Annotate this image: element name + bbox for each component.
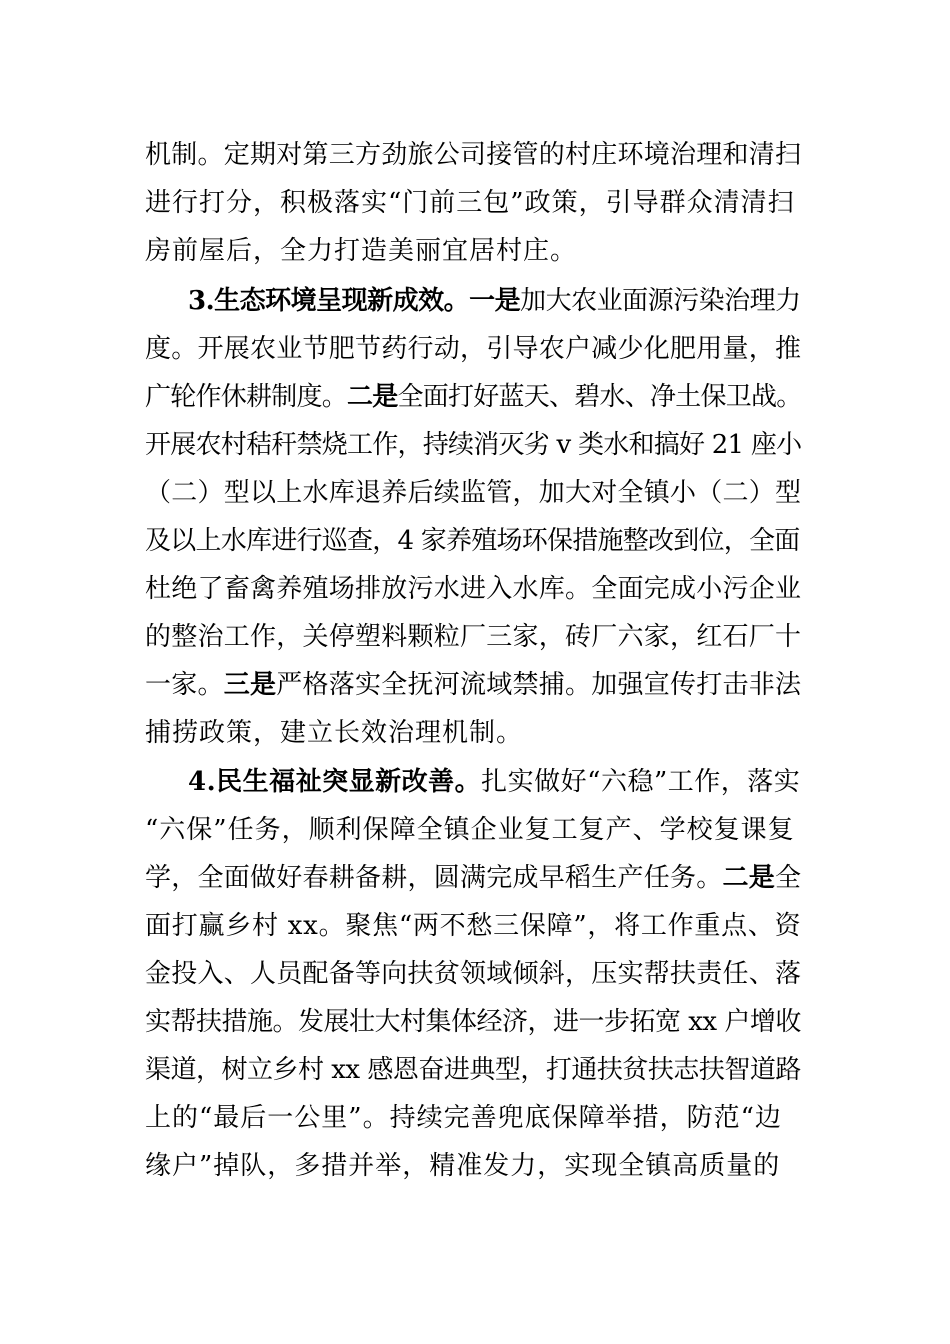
- text-run: 实帮扶措施。发展壮大村集体经济，进一步拓宽 xx 户增收: [145, 1007, 801, 1037]
- text-run: 全: [775, 863, 802, 893]
- text-line: [145, 475, 805, 511]
- text-line: [145, 715, 805, 751]
- text-line: [188, 764, 805, 800]
- text-line: [145, 812, 805, 848]
- text-line: [145, 619, 805, 655]
- bold-text-run: 4.民生福祉突显新改善。: [188, 767, 482, 797]
- text-line: [145, 137, 805, 173]
- text-run: 开展农村秸秆禁烧工作，持续消灭劣 v 类水和搞好 21 座小: [145, 430, 802, 460]
- text-run: 房前屋后，全力打造美丽宜居村庄。: [145, 236, 578, 266]
- text-run: 严格落实全抚河流域禁捕。加强宣传打击非法: [276, 670, 802, 700]
- text-line: [145, 1100, 805, 1136]
- text-line: [145, 1052, 805, 1088]
- text-line: [145, 860, 805, 896]
- text-line: [145, 956, 805, 992]
- text-run: 加大农业面源污染治理力: [520, 286, 801, 316]
- text-run: 度。开展农业节肥节药行动，引导农户减少化肥用量，推: [145, 334, 802, 364]
- text-run: 金投入、人员配备等向扶贫领域倾斜，压实帮扶责任、落: [145, 959, 802, 989]
- text-line: [145, 427, 805, 463]
- text-line: [188, 283, 805, 319]
- text-line: [145, 667, 805, 703]
- text-run: 学，全面做好春耕备耕，圆满完成早稻生产任务。: [145, 863, 723, 893]
- text-run: 及以上水库进行巡查，4 家养殖场环保措施整改到位，全面: [145, 526, 800, 556]
- text-line: [145, 233, 805, 269]
- bold-text-run: 二是: [347, 382, 398, 412]
- bold-text-run: 一是: [469, 286, 521, 316]
- text-run: 进行打分，积极落实“门前三包”政策，引导群众清清扫: [145, 188, 795, 218]
- text-line: [145, 1004, 805, 1040]
- text-run: 捕捞政策，建立长效治理机制。: [145, 718, 524, 748]
- text-line: [145, 1148, 805, 1184]
- text-run: 一家。: [145, 670, 224, 700]
- text-run: （二）型以上水库退养后续监管，加大对全镇小（二）型: [145, 478, 802, 508]
- bold-text-run: 三是: [223, 670, 277, 700]
- text-run: 面打赢乡村 xx。聚焦“两不愁三保障”，将工作重点、资: [145, 911, 802, 941]
- text-run: 上的“最后一公里”。持续完善兜底保障举措，防范“边: [145, 1103, 782, 1133]
- text-run: “六保”任务，顺利保障全镇企业复工复产、学校复课复: [145, 815, 795, 845]
- text-run: 扎实做好“六稳”工作，落实: [481, 767, 801, 797]
- text-line: [145, 908, 805, 944]
- text-run: 的整治工作，关停塑料颗粒厂三家，砖厂六家，红石厂十: [145, 622, 802, 652]
- text-run: 杜绝了畜禽养殖场排放污水进入水库。全面完成小污企业: [145, 574, 802, 604]
- text-line: [145, 571, 805, 607]
- bold-text-run: 3.生态环境呈现新成效。: [188, 286, 470, 316]
- text-line: [145, 523, 805, 559]
- text-line: [145, 331, 805, 367]
- text-run: 广轮作休耕制度。: [145, 382, 348, 412]
- text-run: 全面打好蓝天、碧水、净土保卫战。: [397, 382, 802, 412]
- bold-text-run: 二是: [722, 863, 776, 893]
- text-run: 渠道，树立乡村 xx 感恩奋进典型，打通扶贫扶志扶智道路: [145, 1055, 801, 1085]
- text-line: [145, 185, 805, 221]
- text-run: 机制。定期对第三方劲旅公司接管的村庄环境治理和清扫: [145, 140, 802, 170]
- text-line: [145, 379, 805, 415]
- text-run: 缘户”掉队，多措并举，精准发力，实现全镇高质量的: [145, 1151, 781, 1181]
